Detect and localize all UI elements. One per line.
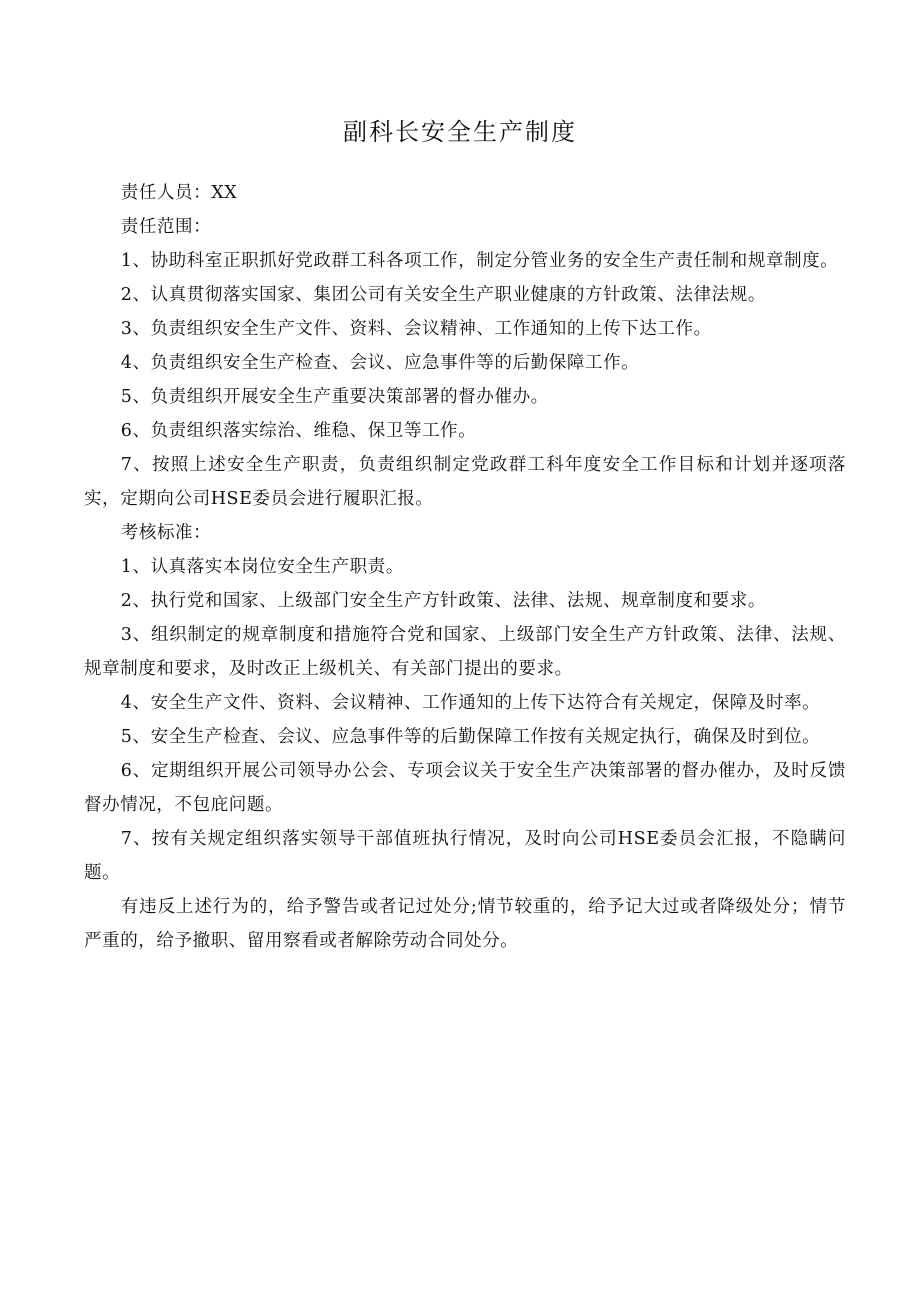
scope-item: 6、负责组织落实综治、维稳、保卫等工作。 [120,421,477,441]
scope-heading: 责任范围： [120,217,212,237]
scope-item: 4、负责组织安全生产检查、会议、应急事件等的后勤保障工作。 [120,353,640,373]
document-title: 副科长安全生产制度 [343,118,577,146]
criteria-item: 5、安全生产检查、会议、应急事件等的后勤保障工作按有关规定执行，确保及时到位。 [120,727,821,747]
criteria-item: 3、组织制定的规章制度和措施符合党和国家、上级部门安全生产方针政策、法律、法规、规章制度和要求，及时改正上级机关、有关部门提出的要求。 [84,625,846,679]
criteria-item: 2、执行党和国家、上级部门安全生产方针政策、法律、法规、规章制度和要求。 [120,591,766,611]
penalty-clause: 有违反上述行为的，给予警告或者记过处分;情节较重的，给予记大过或者降级处分；情节严重的，给予撤职、留用察看或者解除劳动合同处分。 [84,897,846,951]
document-body [84,176,846,958]
criteria-item: 1、认真落实本岗位安全生产职责。 [120,557,404,577]
scope-item: 3、负责组织安全生产文件、资料、会议精神、工作通知的上传下达工作。 [120,319,712,339]
scope-item: 1、协助科室正职抓好党政群工科各项工作，制定分管业务的安全生产责任制和规章制度。 [120,251,839,271]
criteria-item: 7、按有关规定组织落实领导干部值班执行情况，及时向公司HSE委员会汇报，不隐瞒问题。 [84,829,846,883]
scope-item: 5、负责组织开展安全生产重要决策部署的督办催办。 [120,387,549,407]
scope-item: 2、认真贯彻落实国家、集团公司有关安全生产职业健康的方针政策、法律法规。 [120,285,766,305]
criteria-item: 6、定期组织开展公司领导办公会、专项会议关于安全生产决策部署的督办催办，及时反馈督办情况，不包庇问题。 [84,761,846,815]
criteria-heading: 考核标准： [120,523,212,543]
responsible-person: 责任人员：XX [120,183,238,203]
criteria-item: 4、安全生产文件、资料、会议精神、工作通知的上传下达符合有关规定，保障及时率。 [120,693,821,713]
scope-item: 7、按照上述安全生产职责，负责组织制定党政群工科年度安全工作目标和计划并逐项落实，定期向公司HSE委员会进行履职汇报。 [84,455,846,509]
